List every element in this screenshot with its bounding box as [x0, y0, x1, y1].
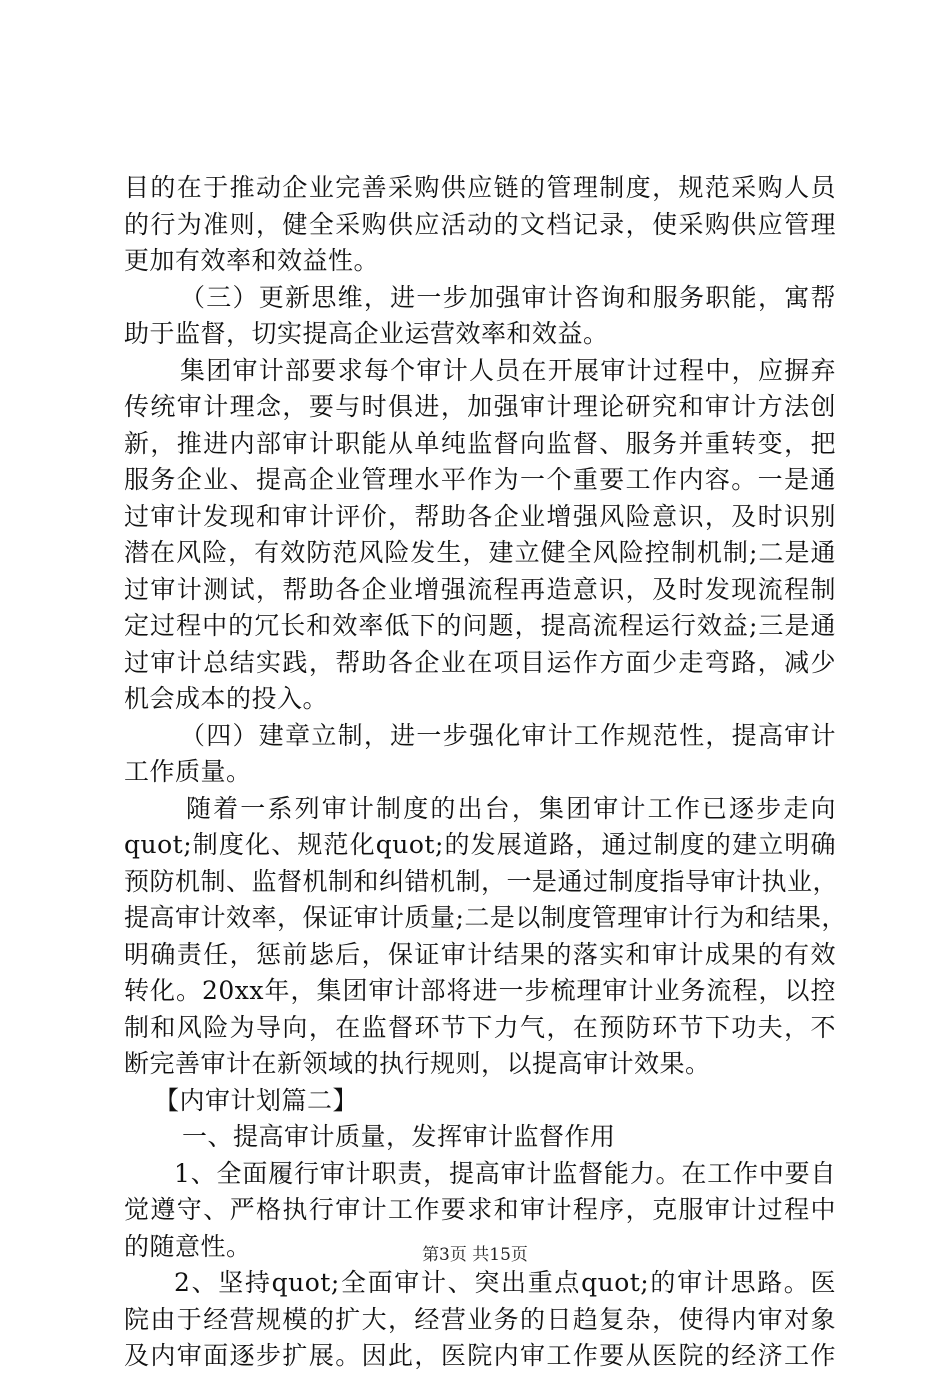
text-line: 过审计测试，帮助各企业增强流程再造意识，及时发现流程制	[124, 574, 836, 604]
text-line: 助于监督，切实提高企业运营效率和效益。	[124, 319, 609, 348]
document-body	[124, 170, 847, 1375]
text-line: （四）建章立制，进一步强化审计工作规范性，提高审计	[180, 720, 836, 750]
text-line: （三）更新思维，进一步加强审计咨询和服务职能，寓帮	[180, 282, 836, 312]
text-line: 服务企业、提高企业管理水平作为一个重要工作内容。一是通	[124, 465, 836, 494]
text-line: 定过程中的冗长和效率低下的问题，提高流程运行效益;三是通	[124, 611, 836, 640]
text-line: 随着一系列审计制度的出台，集团审计工作已逐步走向	[186, 793, 836, 823]
text-line: 2、坚持quot;全面审计、突出重点quot;的审计思路。医	[174, 1268, 836, 1297]
page-number-footer: 第3页 共15页	[422, 1245, 528, 1265]
text-line: quot;制度化、规范化quot;的发展道路，通过制度的建立明确	[124, 830, 836, 859]
text-line: 一、提高审计质量，发挥审计监督作用	[182, 1122, 616, 1151]
text-line: 的行为准则，健全采购供应活动的文档记录，使采购供应管理	[124, 209, 836, 239]
text-line: 觉遵守、严格执行审计工作要求和审计程序，克服审计过程中	[124, 1195, 836, 1224]
text-line: 潜在风险，有效防范风险发生，建立健全风险控制机制;二是通	[124, 538, 836, 567]
text-line: 【内审计划篇二】	[154, 1085, 359, 1115]
text-line: 目的在于推动企业完善采购供应链的管理制度，规范采购人员	[124, 173, 836, 202]
text-line: 的随意性。	[124, 1231, 252, 1261]
text-line: 过审计总结实践，帮助各企业在项目运作方面少走弯路，减少	[124, 647, 836, 677]
text-line: 明确责任，惩前毖后，保证审计结果的落实和审计成果的有效	[124, 939, 836, 969]
text-line: 传统审计理念，要与时俱进，加强审计理论研究和审计方法创	[124, 392, 836, 421]
text-line: 工作质量。	[124, 757, 252, 786]
text-line: 机会成本的投入。	[124, 684, 329, 713]
text-line: 更加有效率和效益性。	[124, 246, 380, 275]
text-line: 及内审面逐步扩展。因此，医院内审工作要从医院的经济工作	[124, 1341, 836, 1370]
text-line: 断完善审计在新领域的执行规则，以提高审计效果。	[124, 1049, 711, 1078]
text-line: 1、全面履行审计职责，提高审计监督能力。在工作中要自	[174, 1158, 836, 1188]
text-line: 院由于经营规模的扩大，经营业务的日趋复杂，使得内审对象	[124, 1304, 836, 1334]
text-line: 提高审计效率，保证审计质量;二是以制度管理审计行为和结果，	[124, 903, 847, 932]
text-line: 新，推进内部审计职能从单纯监督向监督、服务并重转变，把	[124, 428, 836, 458]
text-line: 制和风险为导向，在监督环节下力气，在预防环节下功夫，不	[124, 1012, 836, 1042]
text-line: 转化。20xx年，集团审计部将进一步梳理审计业务流程，以控	[124, 976, 836, 1005]
text-line: 集团审计部要求每个审计人员在开展审计过程中，应摒弃	[180, 355, 836, 385]
text-line: 预防机制、监督机制和纠错机制，一是通过制度指导审计执业，	[124, 866, 839, 896]
text-line: 过审计发现和审计评价，帮助各企业增强风险意识，及时识别	[124, 501, 836, 531]
